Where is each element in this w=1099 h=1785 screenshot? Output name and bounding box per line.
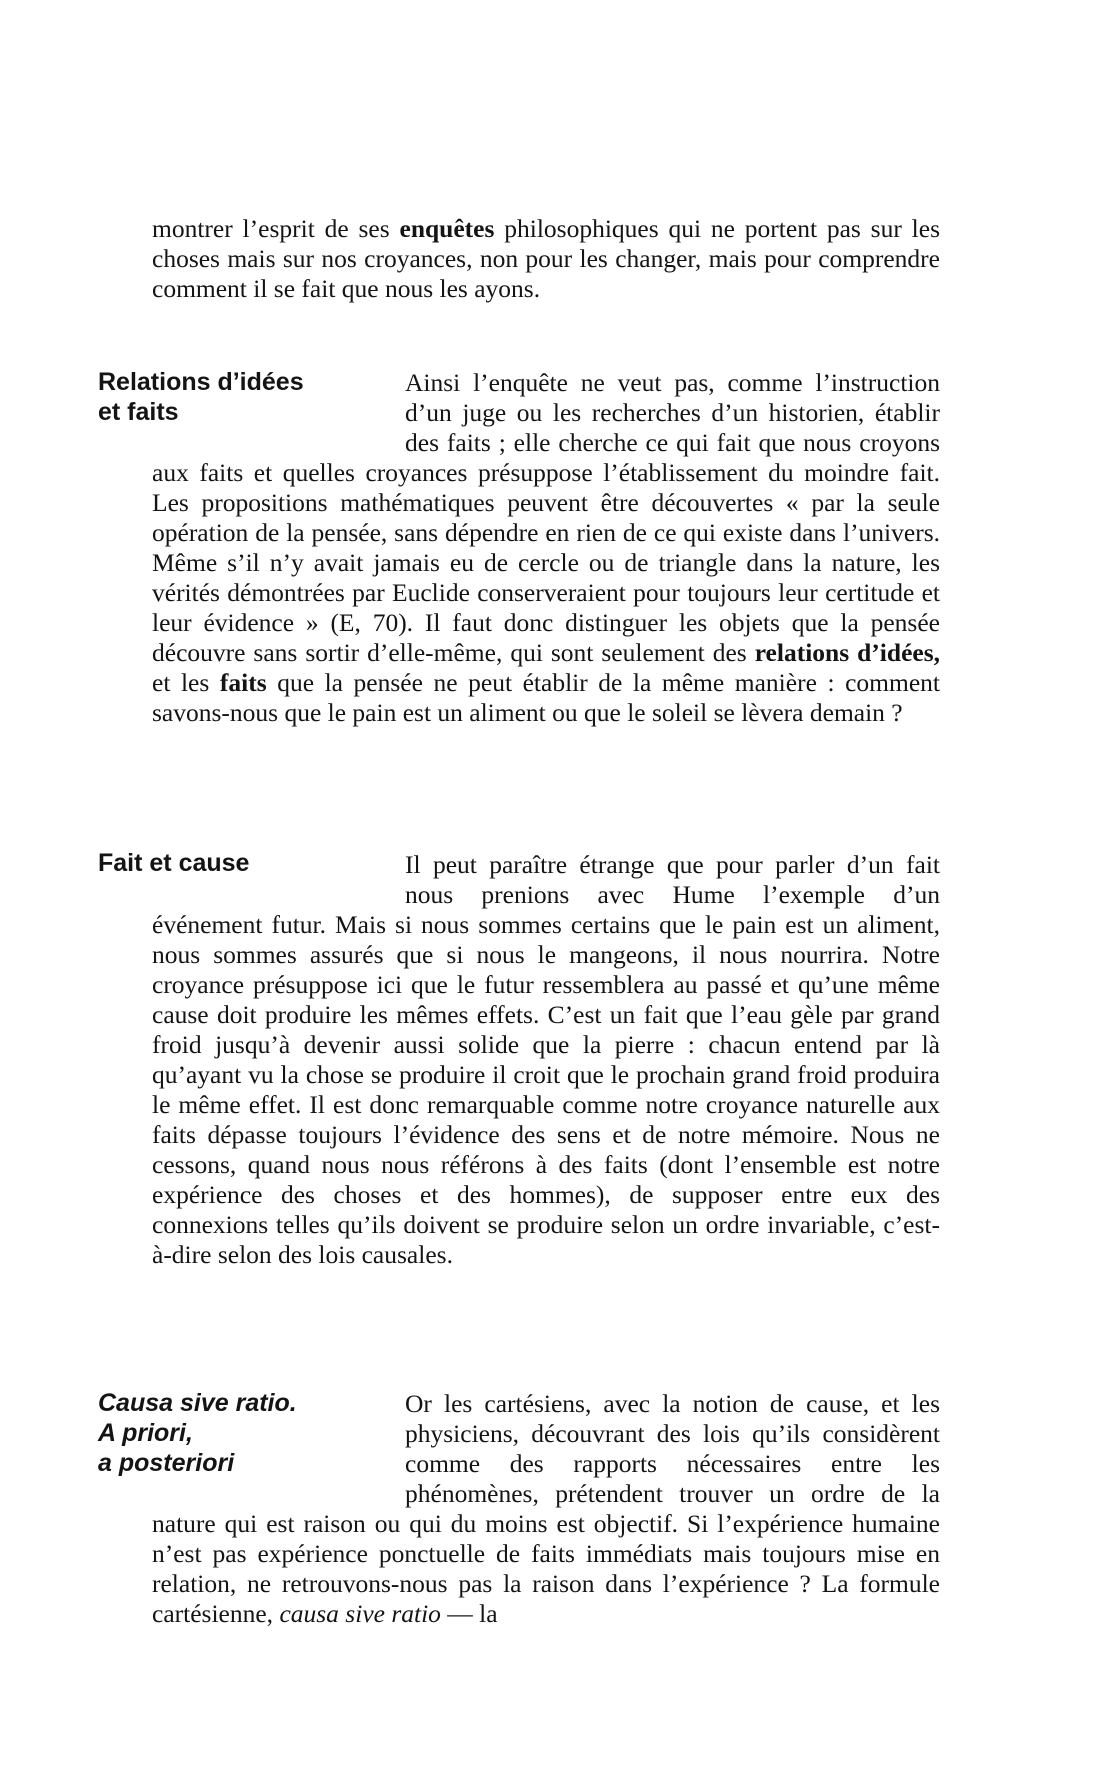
section-paragraph-causa — [152, 1389, 940, 1629]
margin-spacer — [152, 368, 405, 456]
section-paragraph-fait-et-cause — [152, 850, 940, 1270]
margin-spacer — [152, 850, 405, 908]
margin-spacer — [152, 1389, 405, 1507]
margin-title-line: A priori, — [98, 1419, 193, 1447]
section-paragraph-relations — [152, 368, 940, 728]
paragraph-text: Ainsi l’enquête ne veut pas, comme l’instruction d’un juge ou les recherches d’un historien, établir des faits ; elle cherche ce qui fait que nous croyons aux faits et quelles croyances présuppose l’établissement du moindre fait. Les propositions mathématiques peuvent être découvertes « par la seule opération de la pensée, sans dépendre en rien de ce qui existe dans l’univers. Même s’il n’y avait jamais eu de cercle ou de triangle dans la nature, les vérités démontrées par Euclide conserveraient pour toujours leur certitude et leur évidence » (E, 70). Il faut donc distinguer les objets que la pensée découvre sans sortir d’elle-même, qui sont seulement des relations d’idées, et les faits que la pensée ne peut établir de la même manière : comment savons-nous que le pain est un aliment ou que le soleil se lèvera demain ? — [152, 368, 940, 727]
intro-paragraph: montrer l’esprit de ses enquêtes philosophiques qui ne portent pas sur les choses mais sur nos croyances, non pour les changer, mais pour comprendre comment il se fait que nous les ayons. — [152, 214, 940, 303]
margin-title-line: Causa sive ratio. — [98, 1389, 297, 1417]
paragraph-text: Il peut paraître étrange que pour parler d’un fait nous prenions avec Hume l’exemple d’un événement futur. Mais si nous sommes certains que le pain est un aliment, nous sommes assurés que si nous le mangeons, il nous nourrira. Notre croyance présuppose ici que le futur ressemblera au passé et qu’une même cause doit produire les mêmes effets. C’est un fait que l’eau gèle par grand froid jusqu’à devenir aussi solide que la pierre : chacun entend par là qu’ayant vu la chose se produire il croit que le prochain grand froid produira le même effet. Il est donc remarquable comme notre croyance naturelle aux faits dépasse toujours l’évidence des sens et de notre mémoire. Nous ne cessons, quand nous nous référons à des faits (dont l’ensemble est notre expérience des choses et des hommes), de supposer entre eux des connexions telles qu’ils doivent se produire selon un ordre invariable, c’est-à-dire selon des lois causales. — [152, 850, 940, 1269]
paragraph-text: Or les cartésiens, avec la notion de cause, et les physiciens, découvrant des lois qu’ils considèrent comme des rapports nécessaires entre les phénomènes, prétendent trouver un ordre de la nature qui est raison ou qui du moins est objectif. Si l’expérience humaine n’est pas expérience ponctuelle de faits immédiats mais toujours mise en relation, ne retrouvons-nous pas la raison dans l’expérience ? La formule cartésienne, causa sive ratio — la — [152, 1389, 940, 1628]
margin-title-line: et faits — [98, 398, 179, 426]
margin-title-line: a posteriori — [98, 1449, 235, 1477]
margin-title-line: Fait et cause — [98, 849, 250, 877]
margin-title-line: Relations d’idées — [98, 368, 304, 396]
